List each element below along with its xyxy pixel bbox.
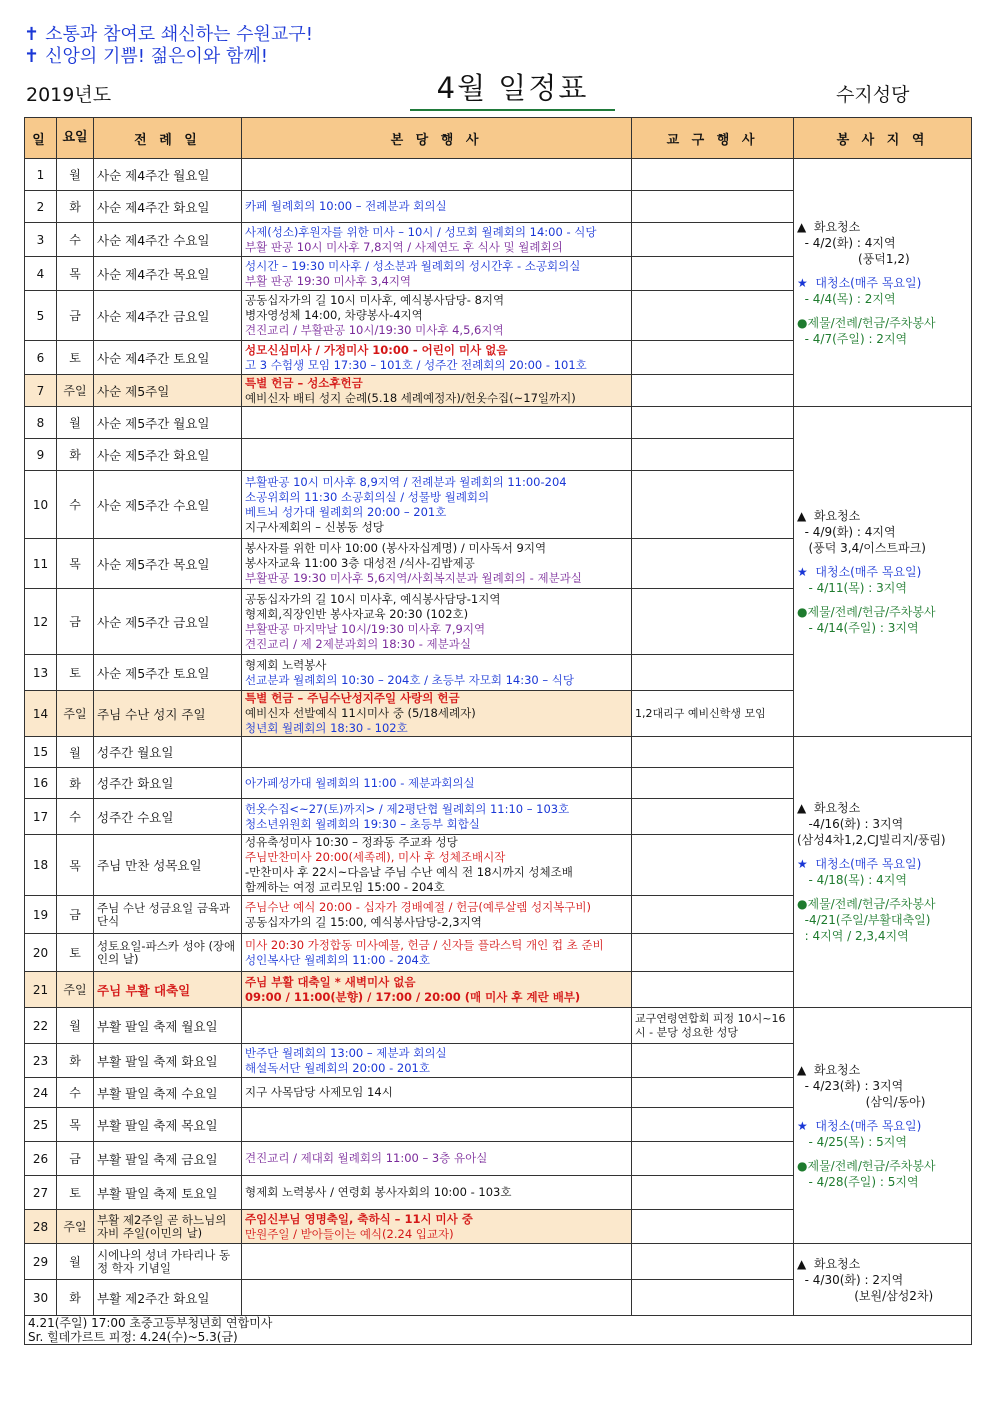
weekday-cell: 주일 <box>57 1210 94 1244</box>
parish-events-cell <box>242 375 632 407</box>
event-line: -만찬미사 후 22시~다음날 주님 수난 예식 전 18시까지 성체조배 <box>245 865 573 879</box>
day-cell: 29 <box>25 1244 57 1280</box>
slogan-line-2: ✝ 신앙의 기쁨! 젊은이와 함께! <box>24 46 268 67</box>
event-line: 특별 헌금 – 주님수난성지주일 사랑의 헌금 <box>245 691 460 705</box>
event-line: 형제회 노력봉사 / 연령회 봉사자회의 10:00 - 103호 <box>245 1185 512 1199</box>
diocese-events-cell <box>632 159 794 191</box>
table-row <box>25 1244 972 1280</box>
parish-events-cell <box>242 291 632 341</box>
diocese-events-cell <box>632 539 794 589</box>
weekday-cell: 화 <box>57 768 94 799</box>
liturgy-cell: 사순 제5주간 토요일 <box>94 655 242 691</box>
weekday-cell: 토 <box>57 341 94 375</box>
col-parish-events: 본 당 행 사 <box>242 118 632 159</box>
liturgy-cell: 부활 팔일 축제 월요일 <box>94 1008 242 1044</box>
service-area-cell <box>794 407 972 737</box>
diocese-events-cell <box>632 737 794 768</box>
liturgy-cell: 부활 팔일 축제 화요일 <box>94 1044 242 1078</box>
weekday-cell: 월 <box>57 737 94 768</box>
liturgy-cell: 부활 제2주일 곧 하느님의 자비 주일(이민의 날) <box>94 1210 242 1244</box>
weekday-cell: 금 <box>57 1142 94 1176</box>
diocese-events-cell <box>632 589 794 655</box>
parish-events-cell <box>242 539 632 589</box>
parish-events-cell <box>242 407 632 439</box>
diocese-events-cell <box>632 934 794 972</box>
diocese-events-cell <box>632 1210 794 1244</box>
day-cell: 22 <box>25 1008 57 1044</box>
diocese-events-cell <box>632 291 794 341</box>
event-line: 해설독서단 월례회의 20:00 - 201호 <box>245 1060 430 1075</box>
weekday-cell: 월 <box>57 1008 94 1044</box>
slogan-line-1: ✝ 소통과 참여로 쇄신하는 수원교구! <box>24 24 313 45</box>
weekday-cell: 목 <box>57 257 94 291</box>
event-line: 고 3 수험생 모임 17:30 – 101호 / 성주간 전례회의 20:00 - 101호 <box>245 357 587 372</box>
col-service-area: 봉 사 지 역 <box>794 118 972 159</box>
parish-events-cell <box>242 471 632 539</box>
diocese-events-cell <box>632 1176 794 1210</box>
service-line: ●제물/전례/헌금/주차봉사 <box>797 315 936 330</box>
event-line: 봉사자를 위한 미사 10:00 (봉사자십계명) / 미사독서 9지역 <box>245 541 547 555</box>
service-line: - 4/25(목) : 5지역 <box>797 1134 907 1149</box>
event-line: 부활판공 10시 미사후 8,9지역 / 전례분과 월례회의 11:00-204 <box>245 474 567 489</box>
spacer <box>797 307 968 315</box>
footer-notes <box>25 1316 972 1345</box>
event-line: 반주단 월례회의 13:00 – 제분과 회의실 <box>245 1045 447 1060</box>
day-cell: 8 <box>25 407 57 439</box>
service-area-cell <box>794 1008 972 1244</box>
diocese-events-cell <box>632 835 794 896</box>
diocese-events-cell <box>632 896 794 934</box>
weekday-cell: 주일 <box>57 375 94 407</box>
event-line: 형제회,직장인반 봉사자교육 20:30 (102호) <box>245 606 469 621</box>
parish-events-cell <box>242 1210 632 1244</box>
service-area-cell <box>794 159 972 407</box>
service-line: - 4/2(화) : 4지역 <box>797 235 896 250</box>
weekday-cell: 월 <box>57 407 94 439</box>
event-line: 부활판공 19:30 미사후 5,6지역/사회복지분과 월례회의 - 제분과실 <box>245 571 582 585</box>
day-cell: 6 <box>25 341 57 375</box>
parish-events-cell <box>242 737 632 768</box>
weekday-cell: 토 <box>57 655 94 691</box>
day-cell: 20 <box>25 934 57 972</box>
service-line: ★ 대청소(매주 목요일) <box>797 564 922 579</box>
diocese-events-cell <box>632 1078 794 1108</box>
spacer <box>797 888 968 896</box>
liturgy-cell: 주님 수난 성지 주일 <box>94 691 242 737</box>
parish-events-cell <box>242 589 632 655</box>
event-line: 공동십자가의 길 10시 미사후, 예식봉사담당-1지역 <box>245 591 501 606</box>
day-cell: 15 <box>25 737 57 768</box>
day-cell: 9 <box>25 439 57 471</box>
diocese-events-cell <box>632 191 794 223</box>
weekday-cell: 목 <box>57 1108 94 1142</box>
diocese-events-cell <box>632 972 794 1008</box>
spacer <box>797 848 968 856</box>
diocese-events-cell <box>632 1244 794 1280</box>
event-line: 헌옷수집<~27(토)까지> / 제2평단협 월례회의 11:10 – 103호 <box>245 801 570 816</box>
diocese-events-cell <box>632 341 794 375</box>
event-line: 소공위회의 11:30 소공회의실 / 성물방 월례회의 <box>245 489 490 504</box>
service-line: (풍덕 3,4/이스트파크) <box>797 540 926 555</box>
weekday-cell: 수 <box>57 223 94 257</box>
liturgy-cell: 성주간 수요일 <box>94 799 242 835</box>
service-line: ★ 대청소(매주 목요일) <box>797 857 922 871</box>
event-line: 성시간 – 19:30 미사후 / 성소분과 월례회의 성시간후 - 소공회의실 <box>245 258 581 273</box>
service-line: ★ 대청소(매주 목요일) <box>797 1118 922 1133</box>
event-line: 아가페성가대 월례회의 11:00 - 제분과회의실 <box>245 775 475 790</box>
liturgy-cell: 사순 제5주간 목요일 <box>94 539 242 589</box>
day-cell: 28 <box>25 1210 57 1244</box>
event-line: 부활 판공 10시 미사후 7,8지역 / 사제연도 후 식사 및 월례회의 <box>245 239 563 254</box>
event-line: 09:00 / 11:00(분향) / 17:00 / 20:00 (매 미사 후 계란 배부) <box>245 989 581 1004</box>
liturgy-cell: 부활 팔일 축제 수요일 <box>94 1078 242 1108</box>
diocese-events-cell <box>632 1108 794 1142</box>
service-line: - 4/14(주일) : 3지역 <box>797 620 919 635</box>
event-line: 청소년위원회 월례회의 19:30 – 초등부 회합실 <box>245 816 480 831</box>
diocese-events-cell: 교구연령연합회 피정 10시~16시 - 분당 성요한 성당 <box>632 1008 794 1044</box>
parish-events-cell <box>242 1244 632 1280</box>
cross-icon: ✝ <box>24 46 40 67</box>
day-cell: 14 <box>25 691 57 737</box>
table-row <box>25 407 972 439</box>
liturgy-cell: 성주간 월요일 <box>94 737 242 768</box>
event-line: 청년회 월례회의 18:30 - 102호 <box>245 721 408 735</box>
day-cell: 21 <box>25 972 57 1008</box>
event-line: 부활판공 마지막날 10시/19:30 미사후 7,9지역 <box>245 621 486 636</box>
event-line: 예비신자 배티 성지 순례(5.18 세례예정자)/헌옷수집(~17일까지) <box>245 390 576 405</box>
day-cell: 1 <box>25 159 57 191</box>
weekday-cell: 화 <box>57 439 94 471</box>
weekday-cell: 토 <box>57 934 94 972</box>
liturgy-cell: 사순 제4주간 토요일 <box>94 341 242 375</box>
event-line: 특별 헌금 – 성소후헌금 <box>245 375 363 390</box>
diocese-events-cell <box>632 1280 794 1316</box>
event-line: 견진교리 / 부활판공 10시/19:30 미사후 4,5,6지역 <box>245 323 504 337</box>
service-line: - 4/30(화) : 2지역 <box>797 1272 904 1287</box>
day-cell: 27 <box>25 1176 57 1210</box>
parish-events-cell <box>242 1108 632 1142</box>
parish-events-cell <box>242 1176 632 1210</box>
diocese-events-cell <box>632 223 794 257</box>
event-line: 견진교리 / 제대회 월례회의 11:00 – 3층 유아실 <box>245 1151 488 1165</box>
event-line: 카페 월례회의 10:00 – 전례분과 회의실 <box>245 199 447 213</box>
table-row <box>25 159 972 191</box>
liturgy-cell: 부활 팔일 축제 금요일 <box>94 1142 242 1176</box>
table-row <box>25 737 972 768</box>
liturgy-cell: 주님 수난 성금요일 금육과 단식 <box>94 896 242 934</box>
liturgy-cell: 성주간 화요일 <box>94 768 242 799</box>
service-line: ▲ 화요청소 <box>797 219 861 234</box>
day-cell: 30 <box>25 1280 57 1316</box>
parish-events-cell <box>242 691 632 737</box>
diocese-events-cell <box>632 375 794 407</box>
event-line: 견진교리 / 제 2제분과회의 18:30 - 제분과실 <box>245 636 471 651</box>
event-line: 형제회 노력봉사 <box>245 657 327 672</box>
service-area-cell <box>794 1244 972 1316</box>
table-row <box>25 1008 972 1044</box>
spacer <box>797 1110 968 1118</box>
cross-icon: ✝ <box>24 24 40 45</box>
service-line: - 4/28(주일) : 5지역 <box>797 1174 919 1189</box>
event-line: 예비신자 선발예식 11시미사 중 (5/18세례자) <box>245 706 476 720</box>
diocese-events-cell <box>632 655 794 691</box>
event-line: 주님만찬미사 20:00(세족례), 미사 후 성체조배시작 <box>245 850 506 864</box>
parish-events-cell <box>242 934 632 972</box>
service-line: - 4/23(화) : 3지역 <box>797 1078 904 1093</box>
event-line: 지구사제회의 – 신봉동 성당 <box>245 519 384 534</box>
liturgy-cell: 주님 만찬 성목요일 <box>94 835 242 896</box>
liturgy-cell: 시에나의 성녀 가타리나 동정 학자 기념일 <box>94 1244 242 1280</box>
event-line: 만원주일 / 받아들이는 예식(2.24 입교자) <box>245 1226 454 1241</box>
year-label: 2019년도 <box>26 84 112 106</box>
service-line: - 4/18(목) : 4지역 <box>797 873 907 887</box>
service-line: ●제물/전례/헌금/주차봉사 <box>797 897 936 911</box>
service-line: : 4지역 / 2,3,4지역 <box>797 929 909 943</box>
event-line: 봉사자교육 11:00 3층 대성전 /식사-김밥제공 <box>245 556 475 570</box>
event-line: 함께하는 여정 교리모임 15:00 - 204호 <box>245 880 445 894</box>
footer-row <box>25 1316 972 1345</box>
service-line: ▲ 화요청소 <box>797 1062 861 1077</box>
spacer <box>797 596 968 604</box>
service-line: - 4/9(화) : 4지역 <box>797 524 896 539</box>
weekday-cell: 수 <box>57 799 94 835</box>
parish-events-cell <box>242 768 632 799</box>
event-line: 지구 사목담당 사제모임 14시 <box>245 1085 393 1099</box>
service-line: -4/21(주일/부활대축일) <box>797 913 931 927</box>
service-line: ●제물/전례/헌금/주차봉사 <box>797 1158 936 1173</box>
service-line: ▲ 화요청소 <box>797 1256 861 1271</box>
liturgy-cell: 부활 팔일 축제 목요일 <box>94 1108 242 1142</box>
weekday-cell: 화 <box>57 1280 94 1316</box>
parish-events-cell <box>242 1078 632 1108</box>
parish-events-cell <box>242 341 632 375</box>
service-line: - 4/4(목) : 2지역 <box>797 291 896 306</box>
event-line: 성모신심미사 / 가정미사 10:00 - 어린이 미사 없음 <box>245 342 508 357</box>
weekday-cell: 토 <box>57 1176 94 1210</box>
weekday-cell: 목 <box>57 835 94 896</box>
weekday-cell: 화 <box>57 191 94 223</box>
event-line: 주임신부님 영명축일, 축하식 – 11시 미사 중 <box>245 1211 473 1226</box>
day-cell: 19 <box>25 896 57 934</box>
weekday-cell: 목 <box>57 539 94 589</box>
parish-events-cell <box>242 1142 632 1176</box>
spacer <box>797 556 968 564</box>
liturgy-cell: 사순 제4주간 화요일 <box>94 191 242 223</box>
weekday-cell: 금 <box>57 291 94 341</box>
parish-events-cell <box>242 257 632 291</box>
service-line: ▲ 화요청소 <box>797 508 861 523</box>
event-line: 성유축성미사 10:30 – 정좌동 주교좌 성당 <box>245 835 458 849</box>
service-line: (삼성4차1,2,CJ빌리지/풍림) <box>797 833 946 847</box>
diocese-events-cell <box>632 407 794 439</box>
footer-line-1: 4.21(주일) 17:00 초중고등부청년회 연합미사 <box>28 1316 273 1330</box>
page-title: 4월 일정표 <box>410 66 615 111</box>
day-cell: 4 <box>25 257 57 291</box>
parish-events-cell <box>242 896 632 934</box>
diocese-events-cell <box>632 257 794 291</box>
day-cell: 24 <box>25 1078 57 1108</box>
diocese-events-cell <box>632 471 794 539</box>
col-day: 일 <box>25 118 57 159</box>
day-cell: 11 <box>25 539 57 589</box>
weekday-cell: 수 <box>57 1078 94 1108</box>
liturgy-cell: 사순 제4주간 금요일 <box>94 291 242 341</box>
col-diocese-events: 교 구 행 사 <box>632 118 794 159</box>
liturgy-cell: 사순 제5주일 <box>94 375 242 407</box>
day-cell: 25 <box>25 1108 57 1142</box>
event-line: 성인복사단 월례회의 11:00 - 204호 <box>245 952 430 967</box>
weekday-cell: 주일 <box>57 972 94 1008</box>
spacer <box>797 1150 968 1158</box>
day-cell: 17 <box>25 799 57 835</box>
parish-events-cell <box>242 1044 632 1078</box>
parish-events-cell <box>242 223 632 257</box>
liturgy-cell: 사순 제5주간 화요일 <box>94 439 242 471</box>
liturgy-cell: 사순 제5주간 금요일 <box>94 589 242 655</box>
weekday-cell: 월 <box>57 159 94 191</box>
liturgy-cell: 부활 제2주간 화요일 <box>94 1280 242 1316</box>
col-weekday: 요일 <box>57 118 94 159</box>
day-cell: 18 <box>25 835 57 896</box>
liturgy-cell: 주님 부활 대축일 <box>94 972 242 1008</box>
day-cell: 26 <box>25 1142 57 1176</box>
event-line: 미사 20:30 가정합동 미사예물, 헌금 / 신자들 플라스틱 개인 컵 초 준비 <box>245 937 604 952</box>
weekday-cell: 주일 <box>57 691 94 737</box>
parish-events-cell <box>242 191 632 223</box>
weekday-cell: 화 <box>57 1044 94 1078</box>
weekday-cell: 수 <box>57 471 94 539</box>
event-line: 베트뇌 성가대 월례회의 20:00 – 201호 <box>245 504 447 519</box>
liturgy-cell: 부활 팔일 축제 토요일 <box>94 1176 242 1210</box>
schedule-table <box>24 117 972 1345</box>
event-line: 사제(성소)후원자를 위한 미사 – 10시 / 성모회 월례회의 14:00 - 식당 <box>245 224 597 239</box>
weekday-cell: 금 <box>57 896 94 934</box>
day-cell: 5 <box>25 291 57 341</box>
event-line: 병자영성체 14:00, 차량봉사-4지역 <box>245 308 423 322</box>
slogans <box>24 24 313 68</box>
liturgy-cell: 사순 제5주간 수요일 <box>94 471 242 539</box>
parish-name: 수지성당 <box>836 84 910 106</box>
event-line: 공동십자가의 길 15:00, 예식봉사담당-2,3지역 <box>245 914 482 929</box>
parish-events-cell <box>242 439 632 471</box>
event-line: 주님수난 예식 20:00 - 십자가 경배예절 / 헌금(예루살렘 성지복구비) <box>245 899 591 914</box>
service-line: ●제물/전례/헌금/주차봉사 <box>797 604 936 619</box>
day-cell: 10 <box>25 471 57 539</box>
service-line: - 4/11(목) : 3지역 <box>797 580 907 595</box>
service-line: - 4/7(주일) : 2지역 <box>797 331 908 346</box>
diocese-events-cell: 1,2대리구 예비신학생 모임 <box>632 691 794 737</box>
parish-events-cell <box>242 1008 632 1044</box>
service-line: ★ 대청소(매주 목요일) <box>797 275 922 290</box>
parish-events-cell <box>242 972 632 1008</box>
diocese-events-cell <box>632 768 794 799</box>
col-liturgy: 전 례 일 <box>94 118 242 159</box>
parish-events-cell <box>242 655 632 691</box>
service-line: (풍덕1,2) <box>797 251 910 266</box>
liturgy-cell: 성토요일-파스카 성야 (장애인의 날) <box>94 934 242 972</box>
weekday-cell: 금 <box>57 589 94 655</box>
service-line: ▲ 화요청소 <box>797 801 861 815</box>
liturgy-cell: 사순 제4주간 목요일 <box>94 257 242 291</box>
diocese-events-cell <box>632 1044 794 1078</box>
day-cell: 13 <box>25 655 57 691</box>
liturgy-cell: 사순 제5주간 월요일 <box>94 407 242 439</box>
diocese-events-cell <box>632 439 794 471</box>
service-line: (삼익/동아) <box>797 1094 926 1109</box>
parish-events-cell <box>242 835 632 896</box>
day-cell: 3 <box>25 223 57 257</box>
service-line: -4/16(화) : 3지역 <box>797 817 904 831</box>
service-area-cell <box>794 737 972 1008</box>
event-line: 선교분과 월례회의 10:30 – 204호 / 초등부 자모회 14:30 – 식당 <box>245 672 575 687</box>
parish-events-cell <box>242 159 632 191</box>
day-cell: 23 <box>25 1044 57 1078</box>
parish-events-cell <box>242 1280 632 1316</box>
event-line: 주님 부활 대축일 * 새벽미사 없음 <box>245 974 416 989</box>
day-cell: 7 <box>25 375 57 407</box>
day-cell: 16 <box>25 768 57 799</box>
footer-line-2: Sr. 힐데가르트 피정: 4.24(수)~5.3(금) <box>28 1330 238 1344</box>
event-line: 부활 판공 19:30 미사후 3,4지역 <box>245 273 412 288</box>
day-cell: 2 <box>25 191 57 223</box>
diocese-events-cell <box>632 1142 794 1176</box>
diocese-events-cell <box>632 799 794 835</box>
liturgy-cell: 사순 제4주간 수요일 <box>94 223 242 257</box>
service-line: (보원/삼성2차) <box>797 1288 934 1303</box>
spacer <box>797 267 968 275</box>
liturgy-cell: 사순 제4주간 월요일 <box>94 159 242 191</box>
day-cell: 12 <box>25 589 57 655</box>
event-line: 공동십자가의 길 10시 미사후, 예식봉사담당- 8지역 <box>245 293 505 307</box>
weekday-cell: 월 <box>57 1244 94 1280</box>
table-header-row <box>25 118 972 159</box>
parish-events-cell <box>242 799 632 835</box>
